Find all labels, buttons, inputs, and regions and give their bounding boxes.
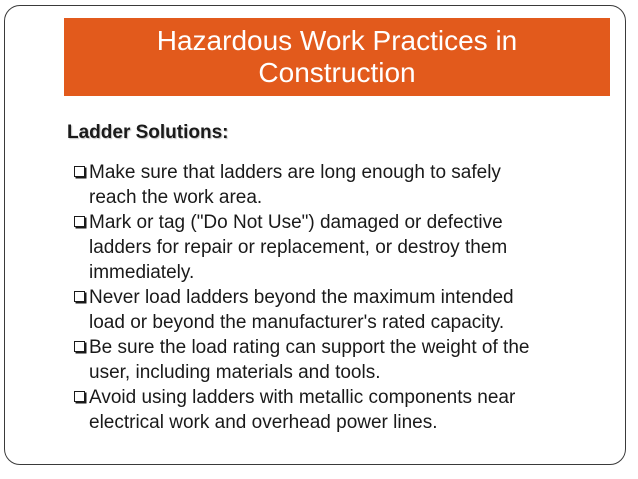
list-item [74,335,594,385]
checkbox-square-icon [74,216,85,227]
checkbox-square-icon [74,341,85,352]
bullet-line: immediately. [89,262,195,283]
bullet-line: ladders for repair or replacement, or destroy them [89,237,508,258]
bullet-line: reach the work area. [89,187,263,208]
bullet-line: Make sure that ladders are long enough to safely [89,162,501,183]
bullet-line: Never load ladders beyond the maximum intended [89,287,514,308]
list-item [74,210,594,285]
bullet-line: Mark or tag ("Do Not Use") damaged or defective [89,212,503,233]
slide-title [117,25,557,89]
title-line-1: Hazardous Work Practices in [156,25,518,56]
bullet-line: load or beyond the manufacturer's rated capacity. [89,312,505,333]
checkbox-square-icon [74,391,85,402]
list-item [74,385,594,435]
title-line-2: Construction [258,57,416,88]
bullet-text [89,210,594,285]
checkbox-square-icon [74,166,85,177]
bullet-text [89,385,594,435]
bullet-line: Avoid using ladders with metallic components near [89,387,516,408]
list-item [74,285,594,335]
bullet-line: user, including materials and tools. [89,362,381,383]
bullet-line: electrical work and overhead power lines. [89,412,438,433]
bullet-text [89,335,594,385]
list-item [74,160,594,210]
bullet-list [74,160,594,435]
checkbox-square-icon [74,291,85,302]
bullet-text [89,285,594,335]
bullet-line: Be sure the load rating can support the weight of the [89,337,530,358]
section-subheading: Ladder Solutions: [67,122,229,143]
bullet-text [89,160,594,210]
title-banner [64,18,610,96]
